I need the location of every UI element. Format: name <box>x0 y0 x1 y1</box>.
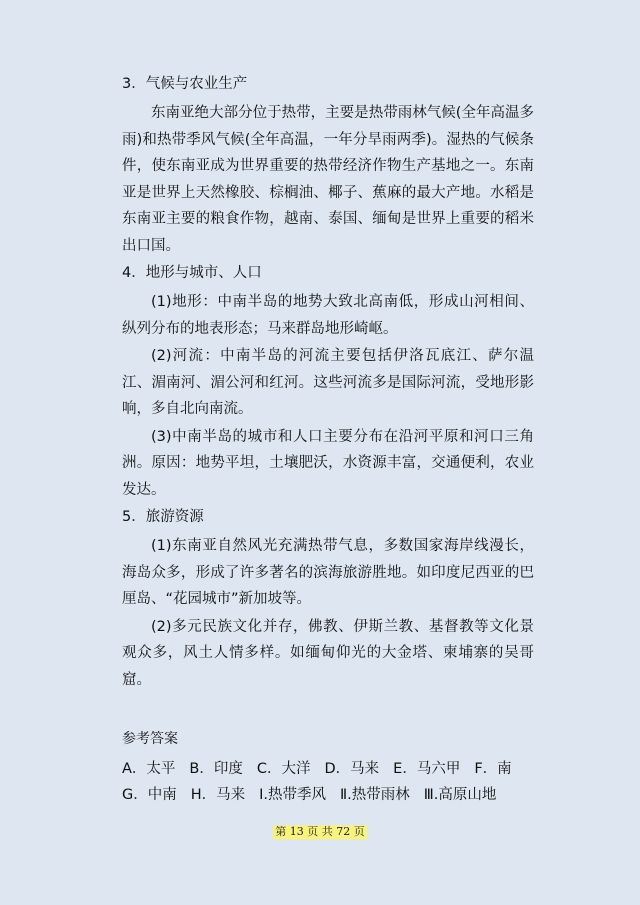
answers-row-1 <box>122 756 534 782</box>
paragraph-terrain-population: (3)中南半岛的城市和人口主要分布在沿河平原和河口三角洲。原因：地势平坦，土壤肥沃，水资源丰富，交通便利，农业发达。 <box>122 428 534 498</box>
answer-item: G．中南 <box>122 787 177 803</box>
answer-item: H．马来 <box>190 787 246 803</box>
answer-item: B．印度 <box>189 761 243 777</box>
section-heading-climate: 3．气候与农业生产 <box>122 76 248 92</box>
answer-item: E．马六甲 <box>393 761 461 777</box>
answer-item: Ⅰ.热带季风 <box>259 787 327 803</box>
section-heading-terrain: 4．地形与城市、人口 <box>122 265 262 281</box>
answer-item: F．南 <box>474 761 512 777</box>
page-content <box>122 74 534 808</box>
answer-item: Ⅲ.高原山地 <box>423 787 497 803</box>
paragraph-climate: 东南亚绝大部分位于热带，主要是热带雨林气候(全年高温多雨)和热带季风气候(全年高温，一年分旱雨两季)。湿热的气候条件，使东南亚成为世界重要的热带经济作物生产基地之一。东南亚是世界上天然橡胶、棕榈油、椰子、蕉麻的最大产地。水稻是东南亚主要的粮食作物，越南、泰国、缅甸是世界上重要的稻米出口国。 <box>122 105 534 254</box>
answers-title: 参考答案 <box>122 731 178 747</box>
answer-item: C．大洋 <box>256 761 311 777</box>
paragraph-tourism-nature: (1)东南亚自然风光充满热带气息，多数国家海岸线漫长，海岛众多，形成了许多著名的滨海旅游胜地。如印度尼西亚的巴厘岛、“花园城市”新加坡等。 <box>122 538 534 607</box>
answer-item: A．太平 <box>122 761 176 777</box>
page-number: 第 13 页 共 72 页 <box>275 825 365 838</box>
paragraph-terrain-rivers: (2)河流：中南半岛的河流主要包括伊洛瓦底江、萨尔温江、湄南河、湄公河和红河。这些河流多是国际河流，受地形影响，多自北向南流。 <box>122 348 534 417</box>
paragraph-tourism-culture: (2)多元民族文化并存，佛教、伊斯兰教、基督教等文化景观众多，风土人情多样。如缅甸仰光的大金塔、柬埔寨的吴哥窟。 <box>122 618 534 688</box>
answer-item: D．马来 <box>324 761 380 777</box>
page-footer <box>0 825 640 839</box>
paragraph-terrain-landform: (1)地形：中南半岛的地势大致北高南低，形成山河相间、纵列分布的地表形态；马来群岛地形崎岖。 <box>122 294 534 337</box>
answers-row-2 <box>122 782 534 808</box>
answer-item: Ⅱ.热带雨林 <box>340 787 410 803</box>
section-heading-tourism: 5．旅游资源 <box>122 509 204 525</box>
